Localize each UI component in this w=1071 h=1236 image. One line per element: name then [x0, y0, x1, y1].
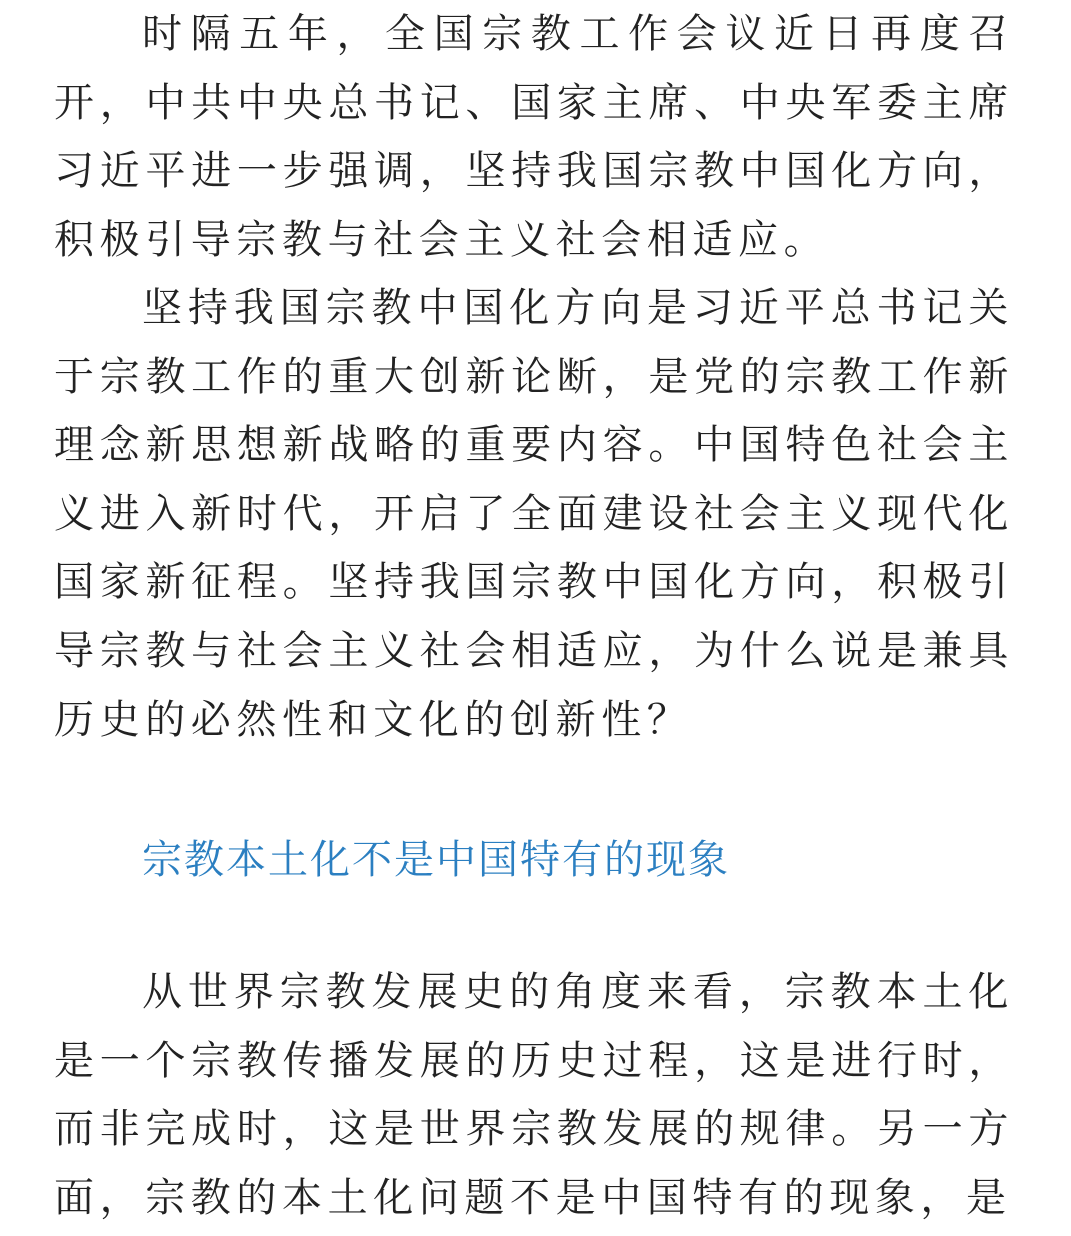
- paragraph-third: 从世界宗教发展史的角度来看，宗教本土化是一个宗教传播发展的历史过程，这是进行时，而非完成时，这是世界宗教发展的规律。另一方面，宗教的本土化问题不是中国特有的现象，是: [54, 969, 1014, 1221]
- paragraph-second: 坚持我国宗教中国化方向是习近平总书记关于宗教工作的重大创新论断，是党的宗教工作新理念新思想新战略的重要内容。中国特色社会主义进入新时代，开启了全面建设社会主义现代化国家新征程。坚持我国宗教中国化方向，积极引导宗教与社会主义社会相适应，为什么说是兼具历史的必然性和文化的创新性？: [54, 285, 1014, 743]
- paragraph-intro: 时隔五年，全国宗教工作会议近日再度召开，中共中央总书记、国家主席、中央军委主席习近平进一步强调，坚持我国宗教中国化方向，积极引导宗教与社会主义社会相适应。: [54, 11, 1014, 263]
- section-heading: 宗教本土化不是中国特有的现象: [142, 837, 730, 883]
